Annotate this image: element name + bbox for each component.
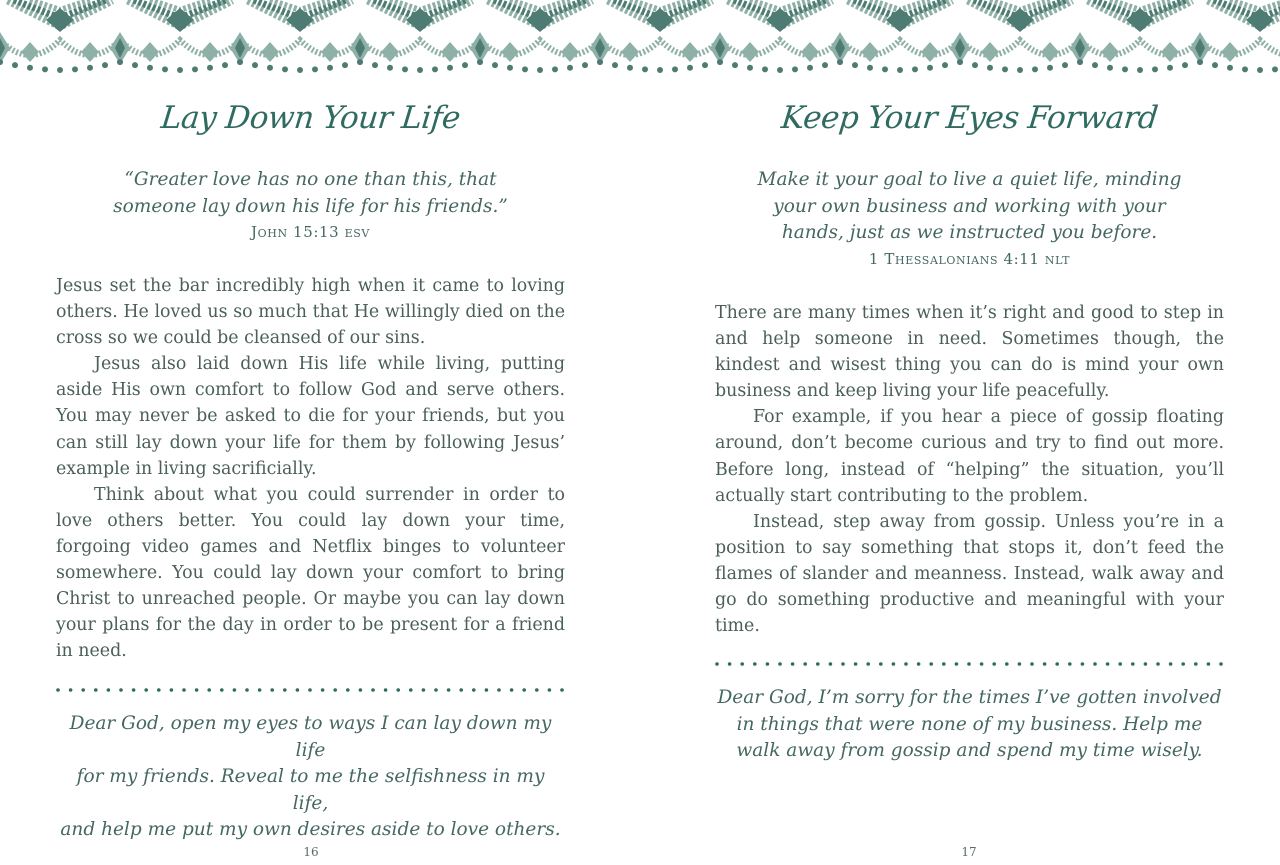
prayer-line: Dear God, open my eyes to ways I can lay down my life xyxy=(69,713,552,761)
page-title: Lay Down Your Life xyxy=(159,100,462,136)
page-title: Keep Your Eyes Forward xyxy=(779,100,1160,136)
body-paragraph: For example, if you hear a piece of gossip floating around, don’t become curious and try to find out more. Before long, instead of “helping” the situation, you’ll actually start contributing to the problem. xyxy=(715,407,1224,506)
prayer-line: for my friends. Reveal to me the selfishness in my life, xyxy=(76,766,545,814)
prayer xyxy=(715,685,1224,765)
scripture-verse xyxy=(715,167,1224,271)
prayer xyxy=(56,711,565,844)
verse-line: “Greater love has no one than this, that xyxy=(124,169,497,190)
prayer-line: and help me put my own desires aside to love others. xyxy=(60,819,561,840)
devotional-body xyxy=(56,273,565,664)
prayer-line: Dear God, I’m sorry for the times I’ve gotten involved xyxy=(717,687,1222,708)
prayer-line: walk away from gossip and spend my time wisely. xyxy=(736,740,1203,761)
verse-line: Make it your goal to live a quiet life, minding xyxy=(757,169,1182,190)
right-page xyxy=(715,0,1224,865)
verse-line: your own business and working with your xyxy=(773,195,1166,217)
devotional-body xyxy=(715,300,1224,639)
dotted-divider xyxy=(715,661,1224,667)
scripture-verse xyxy=(56,167,565,244)
page-number: 17 xyxy=(961,845,977,859)
left-page xyxy=(56,0,565,865)
verse-line: hands, just as we instructed you before. xyxy=(781,222,1158,243)
verse-reference: 1 Thessalonians 4:11 nlt xyxy=(868,249,1071,268)
body-paragraph: Jesus set the bar incredibly high when it came to loving others. He loved us so much that He willingly died on the cross so we could be cleansed of our sins. xyxy=(56,276,565,349)
body-paragraph: Jesus also laid down His life while living, putting aside His own comfort to follow God and serve others. You may never be asked to die for your friends, but you can still lay down your life for them by following Jesus’ example in living sacrificially. xyxy=(56,354,565,479)
body-paragraph: Instead, step away from gossip. Unless you’re in a position to say something that stops it, don’t feed the flames of slander and meanness. Instead, walk away and go do something productive and meaningful with your time. xyxy=(715,511,1224,637)
verse-reference: John 15:13 esv xyxy=(251,223,370,241)
prayer-line: in things that were none of my business. Help me xyxy=(736,713,1203,735)
body-paragraph: Think about what you could surrender in order to love others better. You could lay down your time, forgoing video games and Netflix binges to volunteer somewhere. You could lay down your comfort to bring Christ to unreached people. Or maybe you can lay down your plans for the day in order to be present for a friend in need. xyxy=(56,484,565,662)
dotted-divider xyxy=(56,687,565,693)
page-number: 16 xyxy=(303,845,319,859)
verse-line: someone lay down his life for his friends.” xyxy=(113,195,508,217)
body-paragraph: There are many times when it’s right and good to step in and help someone in need. Sometimes though, the kindest and wisest thing you can do is mind your own business and keep living your life peacefully. xyxy=(715,303,1224,402)
